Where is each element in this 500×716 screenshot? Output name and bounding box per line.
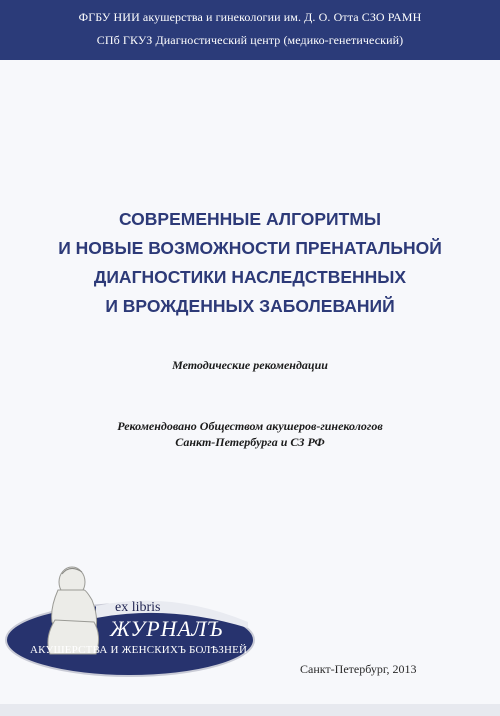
book-title (0, 205, 500, 321)
logo-ex-libris: ex libris (115, 600, 161, 615)
header-institution-1: ФГБУ НИИ акушерства и гинекологии им. Д. О. Отта СЗО РАМН (78, 10, 422, 24)
journal-logo (0, 560, 260, 695)
recommendation-line-2: Санкт-Петербурга и СЗ РФ (175, 435, 325, 449)
bust-statue-icon (48, 567, 99, 654)
title-line-4: И ВРОЖДЕННЫХ ЗАБОЛЕВАНИЙ (105, 296, 395, 316)
publication-place-year: Санкт-Петербург, 2013 (300, 662, 417, 676)
book-subtitle: Методические рекомендации (172, 358, 328, 372)
title-line-3: ДИАГНОСТИКИ НАСЛЕДСТВЕННЫХ (93, 267, 407, 287)
recommendation-line-1: Рекомендовано Обществом акушеров-гинекологов (117, 419, 383, 433)
title-line-2: И НОВЫЕ ВОЗМОЖНОСТИ ПРЕНАТАЛЬНОЙ (58, 238, 442, 258)
title-line-1: СОВРЕМЕННЫЕ АЛГОРИТМЫ (118, 209, 382, 229)
logo-journal-subtitle: АКУШЕРСТВА И ЖЕНСКИХЪ БОЛѢЗНЕЙ (30, 644, 248, 656)
header-band (0, 0, 500, 60)
recommendation (0, 418, 500, 450)
cover-bottom-edge (0, 704, 500, 716)
header-institution-2: СПб ГКУЗ Диагностический центр (медико-генетический) (96, 33, 404, 47)
logo-journal-title: ЖУРНАЛЪ (110, 616, 224, 641)
